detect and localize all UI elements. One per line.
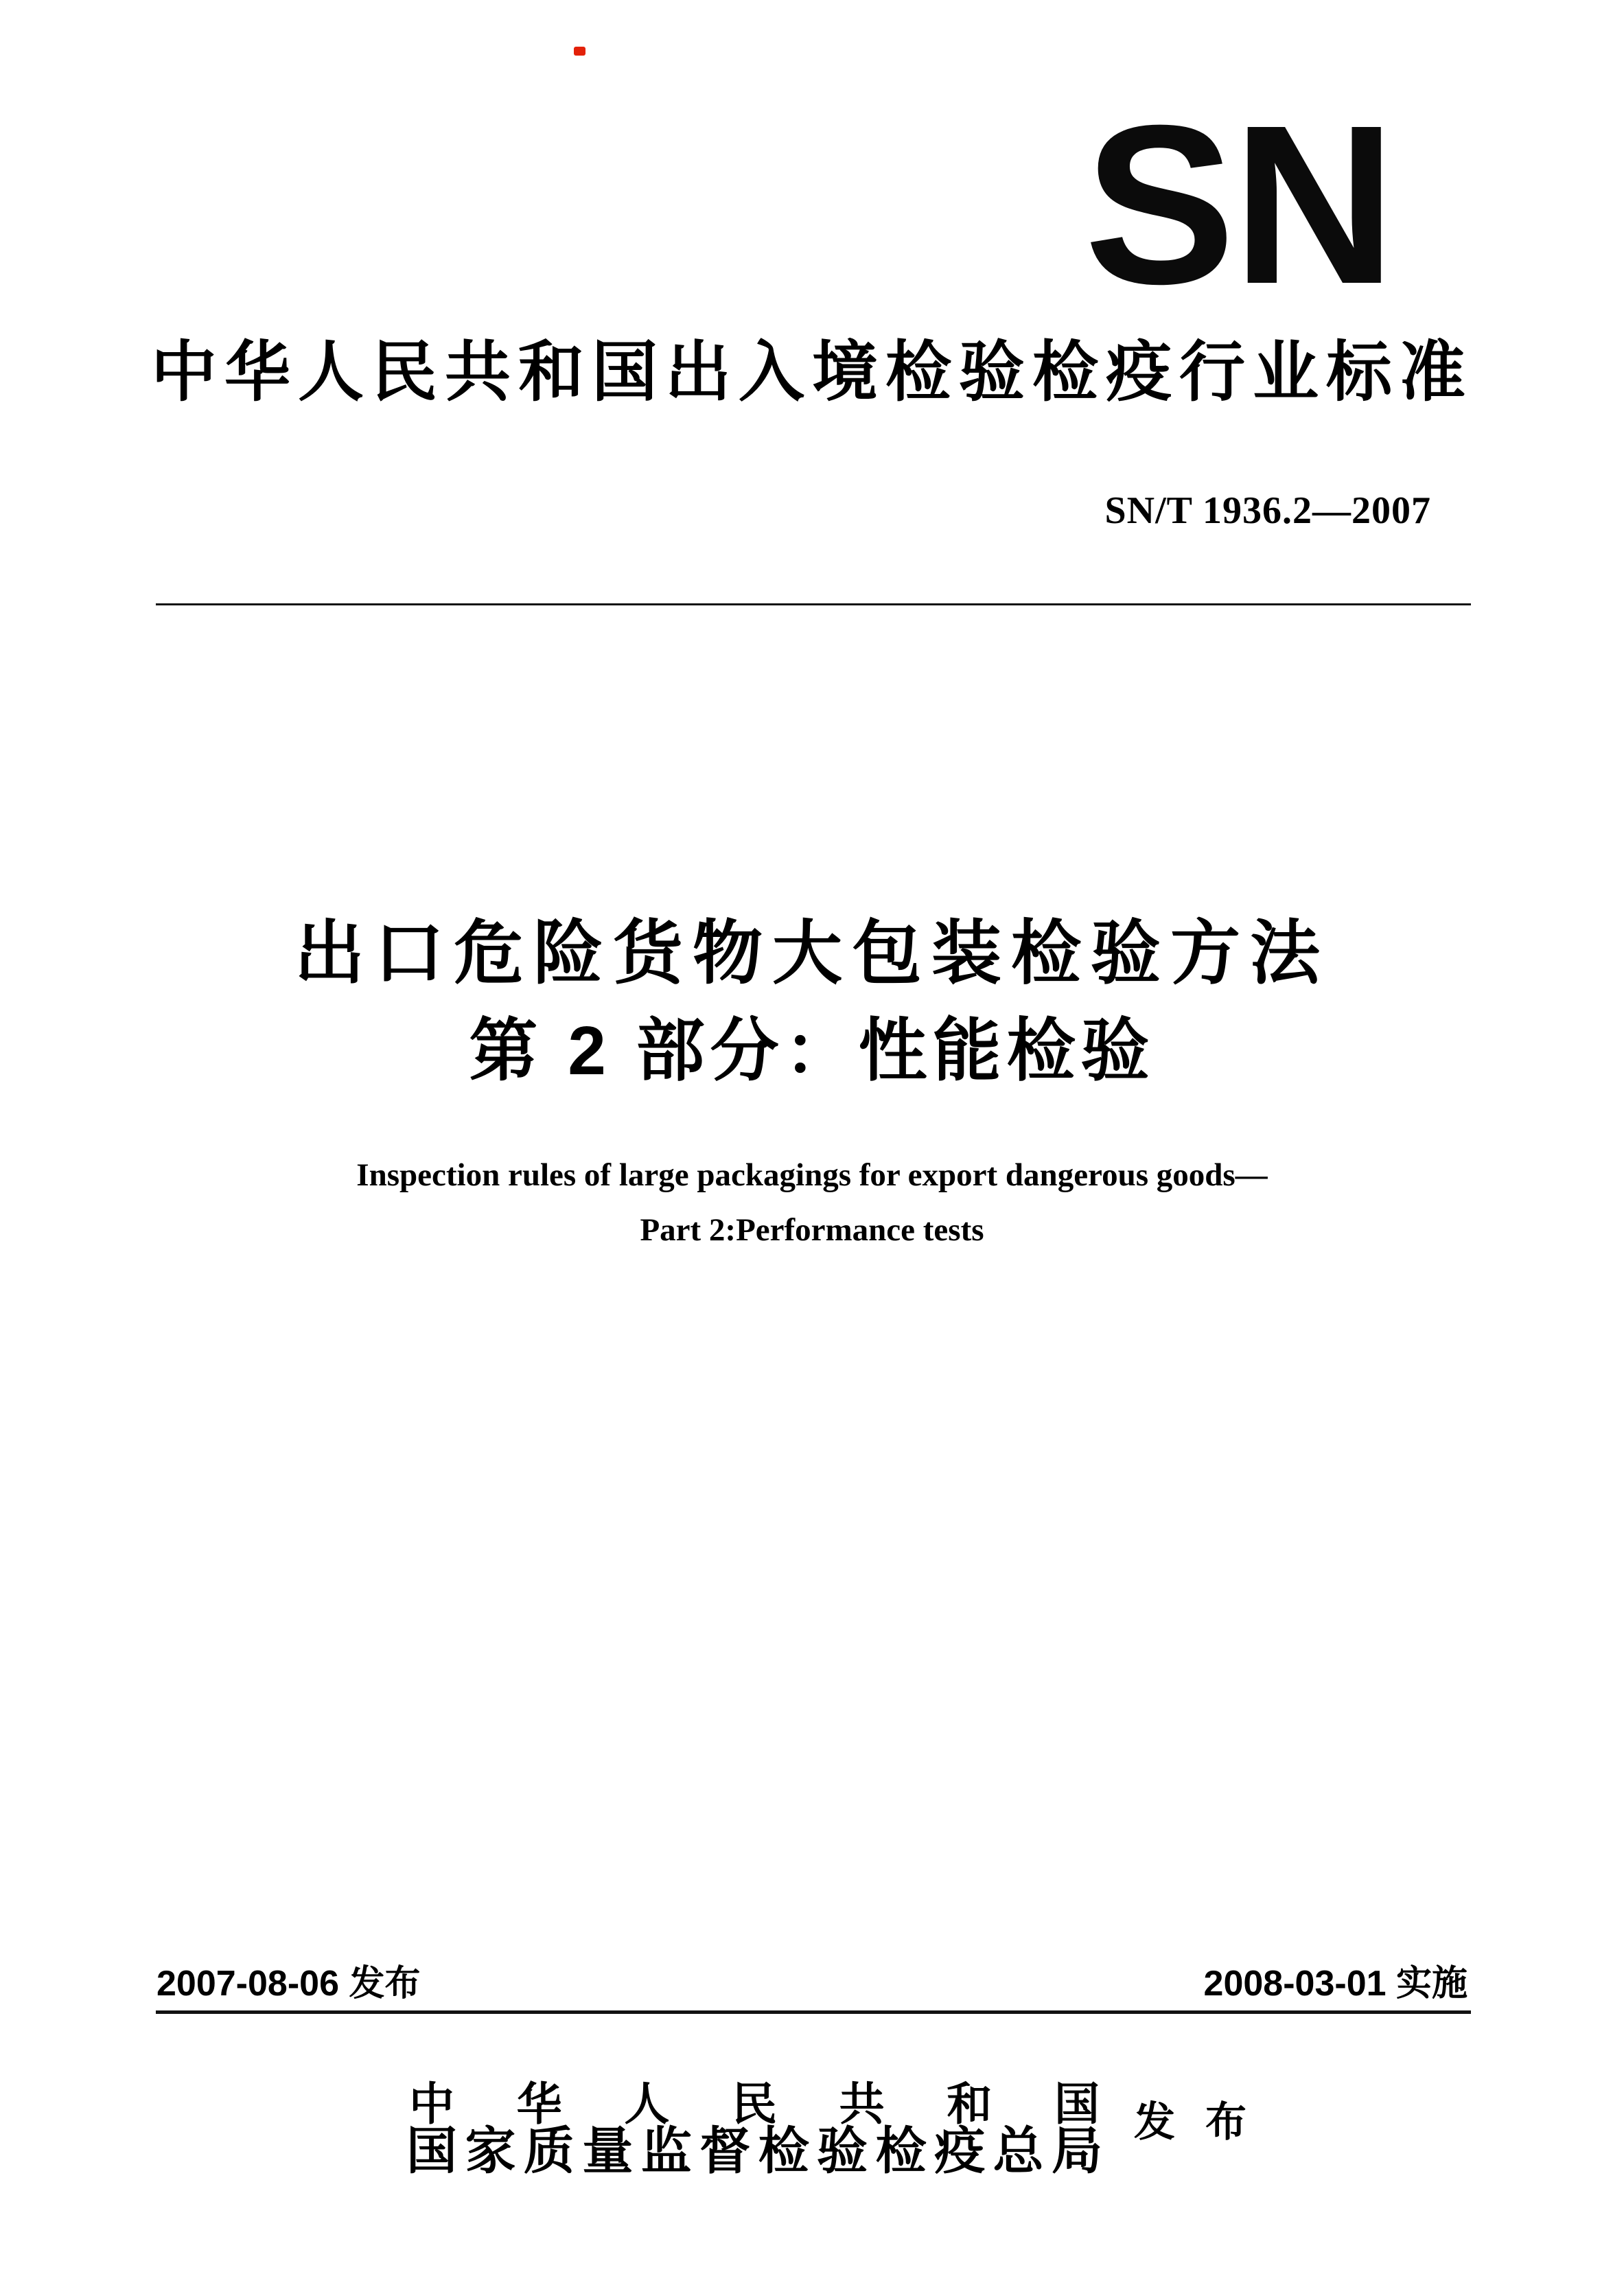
footer-divider-line bbox=[156, 2010, 1471, 2014]
document-title-english-line2: Part 2:Performance tests bbox=[640, 1212, 984, 1248]
document-title-chinese-line2: 第 2 部分：性能检验 bbox=[469, 1012, 1155, 1089]
red-mark bbox=[574, 47, 585, 56]
standard-number: SN/T 1936.2—2007 bbox=[1104, 489, 1431, 532]
implement-date: 2008-03-01 实施 bbox=[1203, 1964, 1468, 2004]
sn-logo: SN bbox=[1084, 78, 1393, 331]
issuer-country: 中华人民共和国 bbox=[409, 2080, 1100, 2130]
header-divider-line bbox=[156, 603, 1471, 605]
publish-label: 发布 bbox=[1134, 2099, 1246, 2145]
document-title-chinese-line1: 出口危险货物大包装检验方法 bbox=[294, 914, 1330, 993]
issuer-agency: 国家质量监督检验检疫总局 bbox=[406, 2124, 1102, 2180]
document-title-english-line1: Inspection rules of large packagings for export dangerous goods— bbox=[356, 1157, 1268, 1193]
issue-date: 2007-08-06 发布 bbox=[156, 1964, 421, 2004]
dates-row bbox=[156, 1966, 1468, 2002]
standard-category-title: 中华人民共和国出入境检验检疫行业标准 bbox=[151, 336, 1473, 409]
